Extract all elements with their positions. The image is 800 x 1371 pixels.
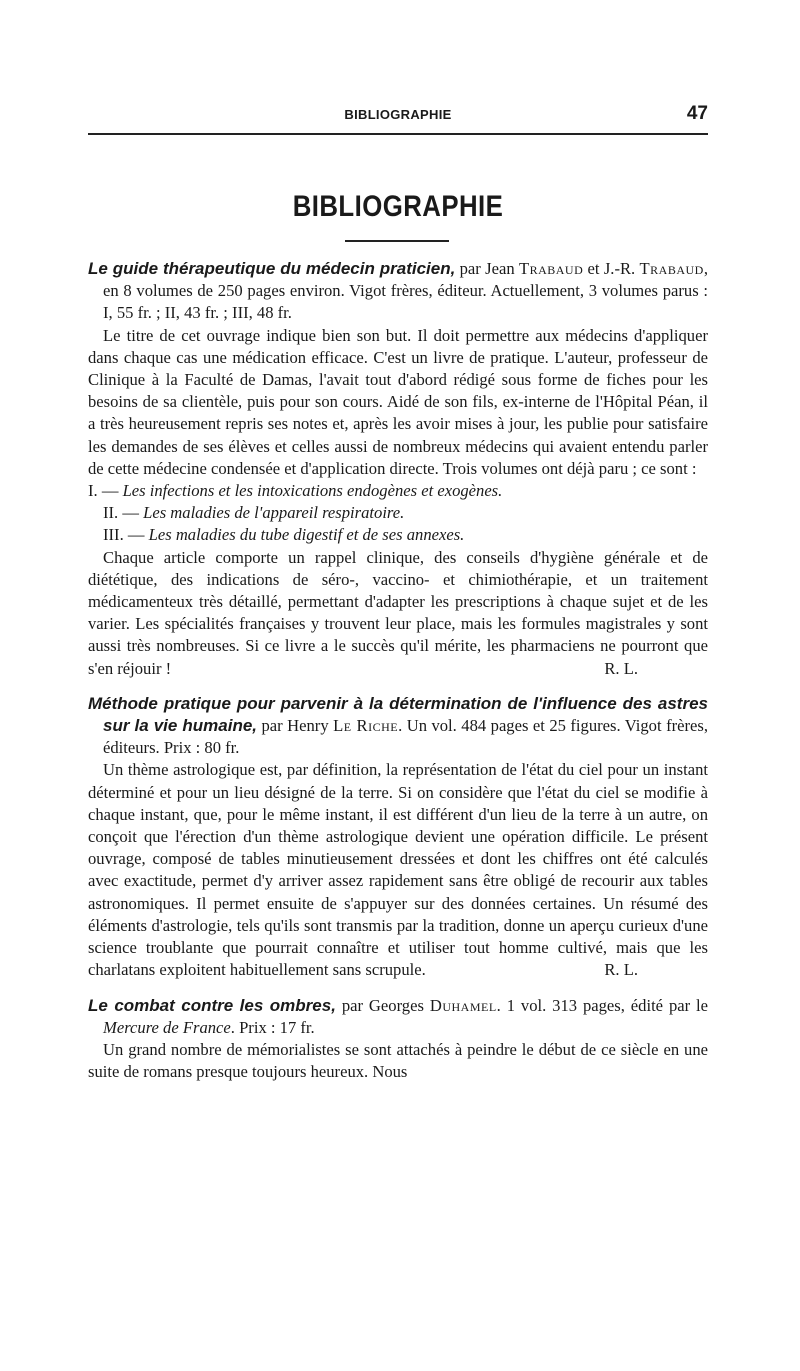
review-entry: [88, 693, 708, 982]
header-rule: [88, 133, 708, 135]
entry-citation: Méthode pratique pour parvenir à la détermination de l'influence des astres sur la vie humaine, par Henry Le Riche. Un vol. 484 pages et 25 figures. Vigot frères, éditeurs. Prix : 80 fr.: [88, 693, 708, 758]
reviewer-signature: R. L.: [604, 658, 638, 678]
volume-item: I. — Les infections et les intoxications endogènes et exogènes.: [88, 481, 503, 501]
book-title: Méthode pratique pour parvenir à la détermination de l'influence des astres sur la vie humaine,: [88, 693, 708, 736]
title-rule: [345, 240, 449, 242]
author-name: Trabaud: [518, 259, 584, 278]
book-title: Le guide thérapeutique du médecin praticien,: [88, 259, 456, 278]
review-text: Un thème astrologique est, par définition, la représentation de l'état du ciel pour un instant déterminé et pour un lieu désigné de la terre. Si on considère que l'état du ciel se modifie à chaque instant, que, pour le même instant, il est différent d'un lieu de la terre à un autre, on conçoit que l'érection d'un thème astrologique devient une opération difficile. Le présent ouvrage, composé de tables minutieusement dressées et dont les chiffres ont été calculés avec exactitude, permet d'y arriver assez rapidement sans être obligé de recourir aux tables astronomiques. Il permet ensuite de s'appuyer sur des données certaines. Un résumé des éléments d'astrologie, tels qu'ils sont transmis par la tradition, donne un aperçu curieux d'une science troublante que pourrait connaître et utiliser tout homme cultivé, mais que les charlatans exploitent habituellement sans scrupule. R. L.: [88, 759, 708, 981]
author-name: Trabaud: [639, 259, 704, 278]
page-body: [88, 258, 708, 1083]
page-title: BIBLIOGRAPHIE: [292, 190, 504, 223]
review-entry: [88, 258, 708, 680]
author-name: Duhamel: [429, 995, 497, 1015]
running-head: [88, 103, 708, 131]
entry-citation: Le combat contre les ombres, par Georges Duhamel. 1 vol. 313 pages, édité par le Mercure de France. Prix : 17 fr.: [88, 995, 709, 1037]
volume-item: II. — Les maladies de l'appareil respiratoire.: [103, 503, 405, 523]
author-name: Le Riche: [333, 716, 399, 736]
page-number: 47: [686, 103, 708, 124]
entry-citation: Le guide thérapeutique du médecin praticien, par Jean Trabaud et J.-R. Trabaud, en 8 volumes de 250 pages environ. Vigot frères, éditeur. Actuellement, 3 volumes parus : I, 55 fr. ; II, 43 fr. ; III, 48 fr.: [88, 259, 708, 323]
review-text: Un grand nombre de mémorialistes se sont attachés à peindre le début de ce siècle en une suite de romans presque toujours heureux. Nous: [88, 1039, 708, 1082]
review-text: Le titre de cet ouvrage indique bien son but. Il doit permettre aux médecins d'appliquer dans chaque cas une médication efficace. C'est un livre de pratique. L'auteur, professeur de Clinique à la Faculté de Damas, l'avait tout d'abord rédigé sous forme de fiches pour les besoins de sa clientèle, puis pour son cours. Aidé de son fils, ex-interne de l'Hôpital Péan, il a très heureusement repris ses notes et, après les avoir mises à jour, les publie pour satisfaire les demandes de ses élèves et celles aussi de nombreux médecins qui avaient entendu parler de cette médecine condensée et d'application directe. Trois volumes ont déjà paru ; ce sont :: [88, 325, 708, 478]
reviewer-signature: R. L.: [604, 960, 638, 980]
running-head-title: BIBLIOGRAPHIE: [344, 107, 452, 122]
publisher-name: Mercure de France: [103, 1017, 231, 1037]
book-title: Le combat contre les ombres,: [88, 995, 336, 1015]
review-entry: [88, 995, 708, 1084]
volume-item: III. — Les maladies du tube digestif et de ses annexes.: [103, 525, 465, 545]
review-text: Chaque article comporte un rappel clinique, des conseils d'hygiène générale et de diététique, des indications de séro-, vaccino- et chimiothérapie, et un traitement médicamenteux très détaillé, permettant d'adapter les prescriptions à chaque sujet et de les varier. Les spécialités françaises y trouvent leur place, mais les formules magistrales y sont aussi très nombreuses. Si ce livre a le succès qu'il mérite, les pharmaciens ne pourront que s'en réjouir ! R. L.: [88, 547, 708, 680]
